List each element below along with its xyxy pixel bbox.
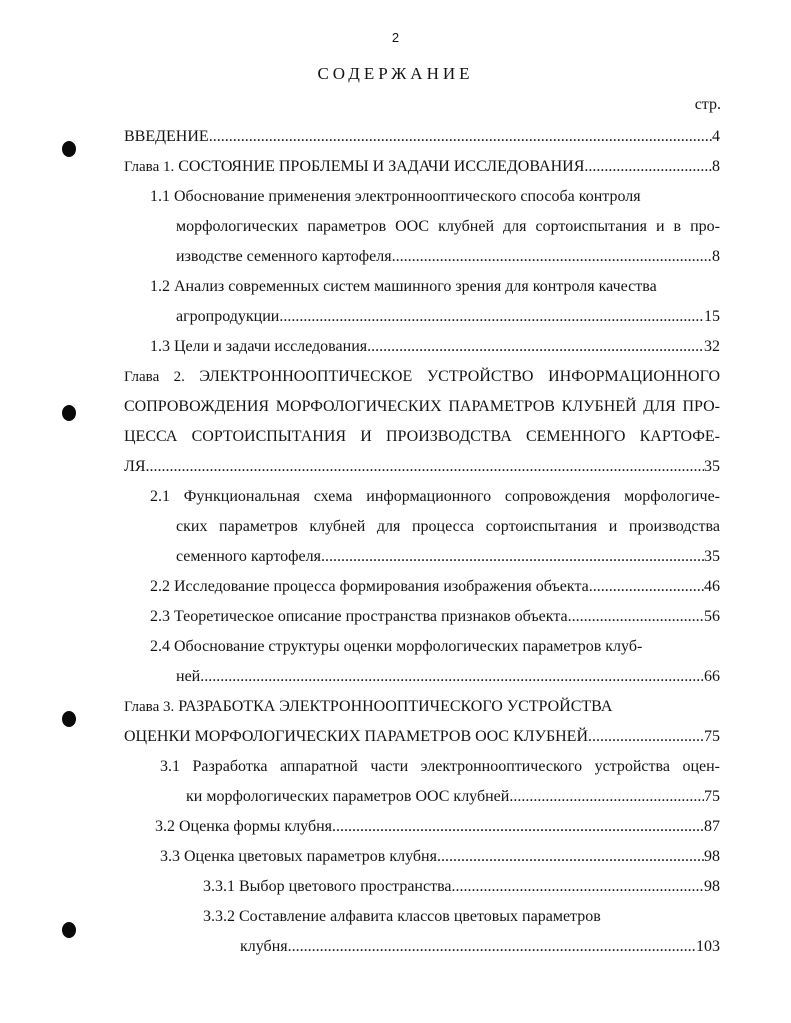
chapter-label: Глава 2. — [124, 369, 185, 385]
toc-entry-1-2-line2 — [176, 302, 720, 332]
toc-entry-1-2-line1[interactable]: 1.2 Анализ современных систем машинного зрения для контроля качества — [150, 278, 657, 295]
chapter-label: Глава 1. — [124, 159, 175, 175]
leader-dots — [146, 452, 704, 482]
leader-dots — [452, 872, 704, 902]
leader-dots — [584, 152, 712, 182]
toc-entry-1-1-line2: морфологических параметров ООС клубней для сортоиспытания и в про- — [176, 218, 720, 235]
page-number: 2 — [391, 30, 400, 45]
leader-dots — [288, 932, 696, 962]
toc-entry-text: 3.3.1 Выбор цветового пространства — [203, 878, 452, 895]
toc-entry-text: ВВЕДЕНИЕ — [124, 128, 209, 145]
toc-entry-introduction[interactable] — [124, 122, 720, 152]
toc-page-number: 56 — [704, 608, 720, 625]
leader-dots — [588, 722, 704, 752]
toc-page-number: 15 — [704, 308, 720, 325]
toc-entry-text: 3.3 Оценка цветовых параметров клубня — [160, 848, 437, 865]
toc-page-number: 75 — [704, 728, 720, 745]
toc-entry-text: семенного картофеля — [176, 548, 321, 565]
toc-page-number: 4 — [712, 128, 720, 145]
leader-dots — [392, 242, 712, 272]
toc-entry-3-2[interactable] — [155, 812, 720, 842]
toc-entry-1-1-line1[interactable]: 1.1 Обоснование применения электроннооптического способа контроля — [150, 188, 641, 205]
toc-entry-3-3-1[interactable] — [203, 872, 720, 902]
chapter-title: РАЗРАБОТКА ЭЛЕКТРОННООПТИЧЕСКОГО УСТРОЙСТВА — [178, 698, 613, 715]
toc-entry-2-1-line2: ских параметров клубней для процесса сортоиспытания и производства — [176, 518, 720, 535]
toc-entry-2-3[interactable] — [150, 602, 720, 632]
leader-dots — [509, 782, 704, 812]
leader-dots — [568, 602, 704, 632]
toc-entry-1-1-line3 — [176, 242, 720, 272]
chapter-title: СОСТОЯНИЕ ПРОБЛЕМЫ И ЗАДАЧИ ИССЛЕДОВАНИЯ — [178, 158, 585, 175]
page-title: СОДЕРЖАНИЕ — [317, 64, 474, 83]
toc-page-number: 8 — [712, 248, 720, 265]
toc-entry-3-3-2-line2 — [240, 932, 720, 962]
toc-page-number: 46 — [704, 578, 720, 595]
toc-entry-chapter-2-line2: СОПРОВОЖДЕНИЯ МОРФОЛОГИЧЕСКИХ ПАРАМЕТРОВ КЛУБНЕЙ ДЛЯ ПРО- — [124, 398, 720, 415]
toc-entry-text: 1.3 Цели и задачи исследования — [150, 338, 368, 355]
toc-entry-2-4-line1[interactable]: 2.4 Обоснование структуры оценки морфологических параметров клуб- — [150, 638, 643, 655]
toc-entry-chapter-1[interactable] — [124, 152, 720, 182]
toc-entry-text: клубня — [240, 938, 288, 955]
toc-page-number: 35 — [704, 548, 720, 565]
toc-entry-2-1-line1[interactable]: 2.1 Функциональная схема информационного сопровождения морфологиче- — [150, 488, 720, 505]
toc-entry-1-3[interactable] — [150, 332, 720, 362]
leader-dots — [279, 302, 704, 332]
toc-entry-chapter-2-line4 — [124, 452, 720, 482]
toc-page-number: 35 — [704, 458, 720, 475]
toc-entry-text: ЛЯ — [124, 458, 146, 475]
toc-page-number: 8 — [712, 158, 720, 175]
toc-entry-text: изводстве семенного картофеля — [176, 248, 392, 265]
toc-entry-chapter-3-line2 — [124, 722, 720, 752]
punch-hole — [62, 405, 76, 421]
leader-dots — [367, 332, 704, 362]
toc-entry-2-1-line3 — [176, 542, 720, 572]
toc-entry-text: ки морфологических параметров ООС клубней — [186, 788, 510, 805]
toc-entry-3-3-2-line1[interactable]: 3.3.2 Составление алфавита классов цветовых параметров — [203, 908, 601, 925]
toc-page-number: 75 — [704, 788, 720, 805]
toc-entry-chapter-2-line1[interactable] — [124, 362, 720, 392]
toc-entry-2-4-line2 — [176, 662, 720, 692]
toc-page-number: 103 — [696, 938, 720, 955]
leader-dots — [321, 542, 704, 572]
toc-entry-text: 2.2 Исследование процесса формирования изображения объекта — [150, 578, 589, 595]
toc-page-number: 87 — [704, 818, 720, 835]
toc-entry-text: ней — [176, 668, 201, 685]
toc-entry-2-2[interactable] — [150, 572, 720, 602]
page-column-label: стр. — [694, 96, 721, 113]
leader-dots — [437, 842, 704, 872]
toc-entry-3-1-line1[interactable]: 3.1 Разработка аппаратной части электроннооптического устройства оцен- — [160, 758, 720, 775]
leader-dots — [589, 572, 704, 602]
toc-entry-3-1-line2 — [186, 782, 720, 812]
toc-page-number: 32 — [704, 338, 720, 355]
leader-dots — [332, 812, 704, 842]
toc-entry-text: агропродукции — [176, 308, 280, 325]
toc-entry-chapter-2-line3: ЦЕССА СОРТОИСПЫТАНИЯ И ПРОИЗВОДСТВА СЕМЕННОГО КАРТОФЕ- — [124, 428, 720, 445]
toc-entry-chapter-3-line1[interactable] — [124, 692, 720, 722]
toc-entry-text: ОЦЕНКИ МОРФОЛОГИЧЕСКИХ ПАРАМЕТРОВ ООС КЛУБНЕЙ — [124, 728, 589, 745]
chapter-label: Глава 3. — [124, 699, 175, 715]
punch-hole — [62, 711, 76, 727]
chapter-title: ЭЛЕКТРОННООПТИЧЕСКОЕ УСТРОЙСТВО ИНФОРМАЦИОННОГО — [199, 368, 720, 385]
toc-page-number: 66 — [704, 668, 720, 685]
toc-entry-text: 2.3 Теоретическое описание пространства признаков объекта — [150, 608, 568, 625]
punch-hole — [62, 922, 76, 938]
toc-page-number: 98 — [704, 878, 720, 895]
toc-page-number: 98 — [704, 848, 720, 865]
leader-dots — [209, 122, 712, 152]
toc-entry-3-3[interactable] — [160, 842, 720, 872]
punch-hole — [62, 141, 76, 157]
toc-entry-text: 3.2 Оценка формы клубня — [155, 818, 333, 835]
leader-dots — [200, 662, 704, 692]
